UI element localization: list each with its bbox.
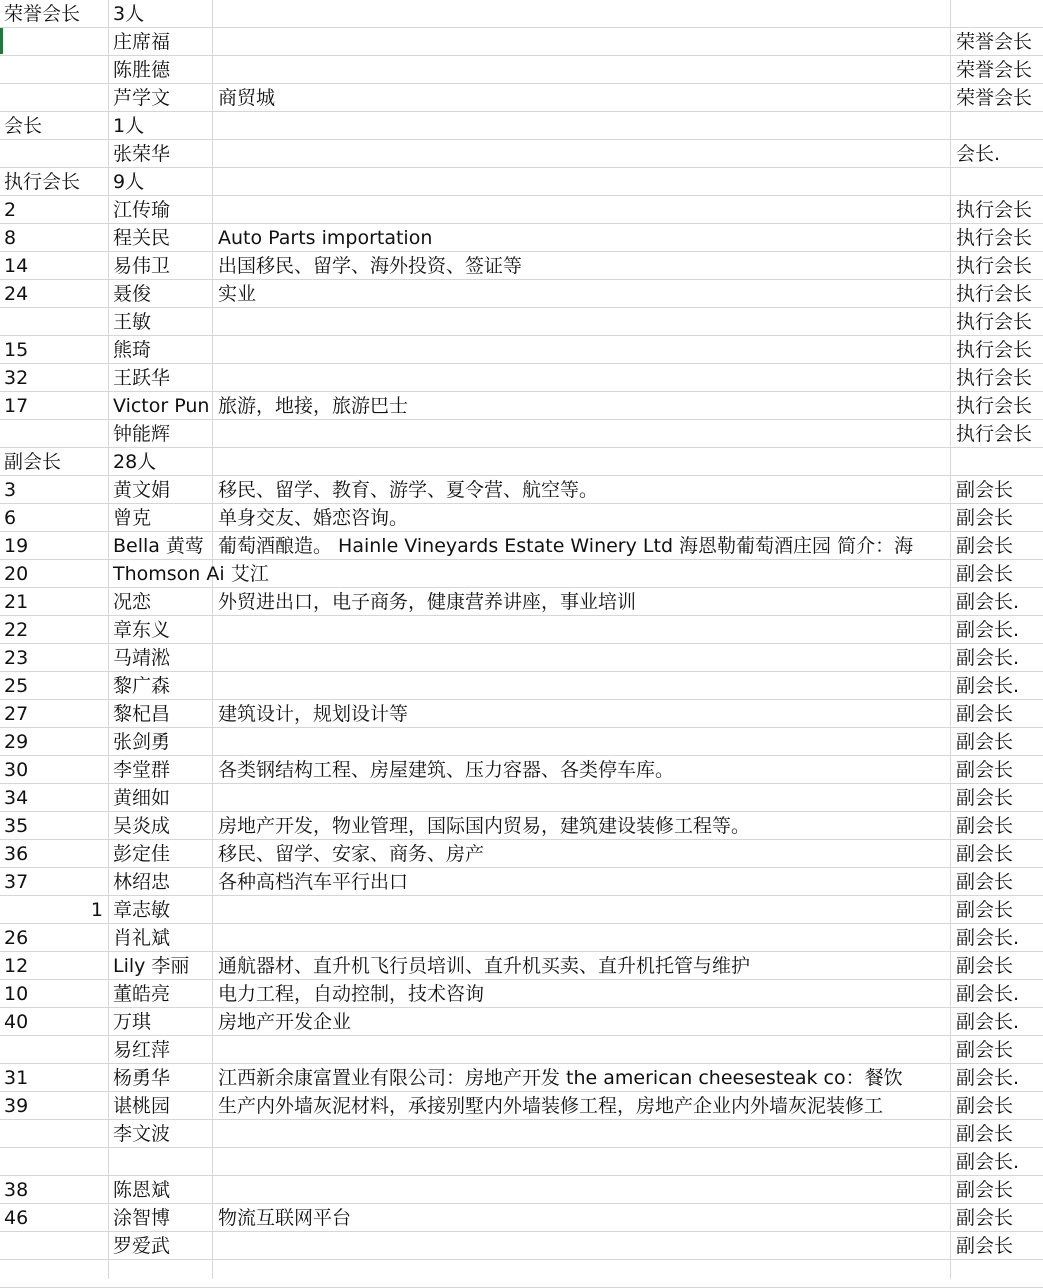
cell-id[interactable]: 46 (4, 1207, 29, 1229)
cell-title[interactable]: 副会长. (956, 619, 1020, 641)
table-row (0, 1036, 1043, 1064)
cell-id[interactable]: 34 (4, 787, 29, 809)
cell-business[interactable] (218, 364, 952, 392)
table-row (0, 448, 1043, 476)
cell-title[interactable]: 副会长 (956, 479, 1014, 501)
cell-business[interactable] (218, 336, 952, 364)
cell-id[interactable] (4, 308, 107, 336)
cell-name[interactable]: 肖礼斌 (113, 927, 171, 949)
cell-title[interactable]: 副会长 (956, 1123, 1014, 1145)
cell-id[interactable]: 副会长 (4, 451, 62, 473)
cell-business[interactable]: 单身交友、婚恋咨询。 (218, 507, 409, 529)
cell-business[interactable]: 物流互联网平台 (218, 1207, 352, 1229)
cell-id[interactable]: 37 (4, 871, 29, 893)
cell-id[interactable]: 22 (4, 619, 29, 641)
cell-name[interactable]: 林绍忠 (113, 871, 171, 893)
cell-business[interactable]: 移民、留学、安家、商务、房产 (218, 843, 485, 865)
cell-title[interactable]: 会长. (956, 143, 1001, 165)
cell-title[interactable]: 副会长 (956, 899, 1014, 921)
cell-id[interactable]: 25 (4, 675, 29, 697)
table-row (0, 56, 1043, 84)
cell-id[interactable] (4, 56, 107, 84)
cell-business[interactable]: 生产内外墙灰泥材料，承接别墅内外墙装修工程，房地产企业内外墙灰泥装修工 (218, 1095, 884, 1117)
cell-id[interactable]: 执行会长 (4, 171, 81, 193)
cell-business[interactable] (218, 56, 952, 84)
cell-id[interactable]: 40 (4, 1011, 29, 1033)
cell-name[interactable]: 万琪 (113, 1011, 152, 1033)
cell-name[interactable]: 曾克 (113, 507, 152, 529)
cell-business[interactable] (218, 1120, 952, 1148)
table-row (0, 336, 1043, 364)
cell-name[interactable]: 彭定佳 (113, 843, 171, 865)
cell-title[interactable]: 执行会长 (956, 227, 1033, 249)
cell-name[interactable]: 钟能辉 (113, 423, 171, 445)
cell-name[interactable]: 芦学文 (113, 87, 171, 109)
cell-id[interactable]: 8 (4, 227, 17, 249)
cell-business[interactable] (218, 140, 952, 168)
cell-title[interactable] (956, 1260, 1043, 1288)
cell-title[interactable]: 副会长. (956, 927, 1020, 949)
table-row (0, 980, 1043, 1008)
table-row (0, 672, 1043, 700)
cell-title[interactable]: 荣誉会长 (956, 87, 1033, 109)
cell-business[interactable] (218, 896, 952, 924)
cell-name[interactable]: 程关民 (113, 227, 171, 249)
cell-business[interactable]: 外贸进出口，电子商务，健康营养讲座，事业培训 (218, 591, 637, 613)
cell-id[interactable]: 3 (4, 479, 17, 501)
cell-business[interactable] (218, 728, 952, 756)
cell-id[interactable] (4, 84, 107, 112)
cell-id[interactable] (4, 1036, 107, 1064)
cell-id[interactable]: 30 (4, 759, 29, 781)
cell-id[interactable]: 31 (4, 1067, 29, 1089)
cell-title[interactable] (956, 112, 1043, 140)
cell-business[interactable] (218, 1148, 952, 1176)
table-row (0, 728, 1043, 756)
cell-title[interactable]: 荣誉会长 (956, 31, 1033, 53)
cell-title[interactable]: 副会长 (956, 759, 1014, 781)
cell-title[interactable]: 副会长 (956, 1039, 1014, 1061)
cell-id[interactable]: 38 (4, 1179, 29, 1201)
cell-id[interactable]: 17 (4, 395, 29, 417)
cell-business[interactable]: 旅游，地接，旅游巴士 (218, 395, 409, 417)
table-row (0, 1008, 1043, 1036)
cell-title[interactable]: 副会长 (956, 1235, 1014, 1257)
cell-id[interactable]: 24 (4, 283, 29, 305)
table-row (0, 112, 1043, 140)
cell-business[interactable]: 各类钢结构工程、房屋建筑、压力容器、各类停车库。 (218, 759, 675, 781)
cell-business[interactable] (218, 1176, 952, 1204)
cell-name[interactable]: Victor Pun (113, 395, 210, 417)
cell-name[interactable]: 聂俊 (113, 283, 152, 305)
cell-title[interactable] (956, 448, 1043, 476)
cell-title[interactable]: 副会长. (956, 1151, 1020, 1173)
cell-name[interactable]: 易红萍 (113, 1039, 171, 1061)
table-row (0, 224, 1043, 252)
cell-name[interactable]: 易伟卫 (113, 255, 171, 277)
cell-business[interactable] (218, 308, 952, 336)
cell-title[interactable] (956, 0, 1043, 28)
cell-title[interactable]: 执行会长 (956, 311, 1033, 333)
table-row (0, 1120, 1043, 1148)
cell-business[interactable]: 葡萄酒酿造。 Hainle Vineyards Estate Winery Ltd 海恩勒葡萄酒庄园 简介：海 (218, 535, 914, 557)
cell-title[interactable]: 执行会长 (956, 395, 1033, 417)
cell-id[interactable]: 39 (4, 1095, 29, 1117)
cell-name[interactable]: 28人 (113, 451, 157, 473)
cell-title[interactable]: 执行会长 (956, 339, 1033, 361)
table-row (0, 952, 1043, 980)
cell-name[interactable]: 张荣华 (113, 143, 171, 165)
table-row (0, 420, 1043, 448)
cell-name[interactable]: 王跃华 (113, 367, 171, 389)
cell-title[interactable]: 执行会长 (956, 423, 1033, 445)
cell-business[interactable] (218, 448, 952, 476)
cell-name[interactable]: 马靖淞 (113, 647, 171, 669)
cell-title[interactable]: 副会长 (956, 731, 1014, 753)
table-row (0, 392, 1043, 420)
cell-business[interactable] (218, 168, 952, 196)
cell-title[interactable]: 副会长 (956, 535, 1014, 557)
table-row (0, 364, 1043, 392)
cell-business[interactable] (218, 420, 952, 448)
cell-title[interactable]: 执行会长 (956, 283, 1033, 305)
cell-id[interactable]: 35 (4, 815, 29, 837)
cell-name[interactable]: 江传瑜 (113, 199, 171, 221)
cell-title[interactable]: 副会长. (956, 647, 1020, 669)
cell-title[interactable]: 副会长. (956, 1067, 1020, 1089)
cell-name[interactable]: 陈恩斌 (113, 1179, 171, 1201)
cell-name[interactable]: 陈胜德 (113, 59, 171, 81)
cell-id[interactable]: 36 (4, 843, 29, 865)
cell-name[interactable]: 涂智博 (113, 1207, 171, 1229)
table-row (0, 840, 1043, 868)
table-row (0, 476, 1043, 504)
cell-id[interactable]: 1 (90, 899, 103, 921)
cell-business[interactable] (218, 28, 952, 56)
table-row (0, 756, 1043, 784)
cell-title[interactable]: 副会长 (956, 1095, 1014, 1117)
cell-business[interactable]: 房地产开发，物业管理，国际国内贸易，建筑建设装修工程等。 (218, 815, 751, 837)
cell-name[interactable]: 黎广森 (113, 675, 171, 697)
cell-name[interactable]: 章东义 (113, 619, 171, 641)
cell-id[interactable]: 会长 (4, 115, 43, 137)
cell-business[interactable] (218, 672, 952, 700)
cell-title[interactable] (956, 168, 1043, 196)
cell-id[interactable] (4, 1260, 107, 1288)
cell-name[interactable]: 王敏 (113, 311, 152, 333)
table-row (0, 812, 1043, 840)
cell-name[interactable]: 况恋 (113, 591, 152, 613)
table-row (0, 784, 1043, 812)
cell-name[interactable]: 黎杞昌 (113, 703, 171, 725)
cell-title[interactable]: 执行会长 (956, 367, 1033, 389)
cell-name[interactable]: 吴炎成 (113, 815, 171, 837)
cell-name[interactable]: 庄席福 (113, 31, 171, 53)
cell-business[interactable] (218, 616, 952, 644)
cell-business[interactable]: 实业 (218, 283, 257, 305)
cell-name[interactable]: 张剑勇 (113, 731, 171, 753)
table-row (0, 1176, 1043, 1204)
cell-id[interactable] (4, 1120, 107, 1148)
cell-name[interactable]: 章志敏 (113, 899, 171, 921)
cell-business[interactable]: 商贸城 (218, 87, 276, 109)
cell-title[interactable]: 副会长 (956, 871, 1014, 893)
cell-name[interactable]: 3人 (113, 3, 145, 25)
cell-id[interactable]: 21 (4, 591, 29, 613)
cell-business[interactable] (218, 924, 952, 952)
cell-title[interactable]: 副会长 (956, 563, 1014, 585)
cell-id[interactable] (4, 1148, 107, 1176)
cell-title[interactable]: 副会长 (956, 1179, 1014, 1201)
cell-title[interactable]: 副会长 (956, 703, 1014, 725)
table-row (0, 1260, 1043, 1288)
cell-title[interactable]: 副会长 (956, 1207, 1014, 1229)
cell-business[interactable] (218, 644, 952, 672)
table-row (0, 1092, 1043, 1120)
table-row (0, 896, 1043, 924)
table-row (0, 560, 1043, 588)
cell-name[interactable]: 李堂群 (113, 759, 171, 781)
cell-id[interactable]: 10 (4, 983, 29, 1005)
cell-title[interactable]: 荣誉会长 (956, 59, 1033, 81)
table-row (0, 532, 1043, 560)
table-row (0, 924, 1043, 952)
table-row (0, 1204, 1043, 1232)
cell-id[interactable]: 12 (4, 955, 29, 977)
cell-business[interactable] (218, 1260, 952, 1288)
cell-name[interactable] (113, 1260, 210, 1288)
cell-name[interactable]: 1人 (113, 115, 145, 137)
table-row (0, 588, 1043, 616)
cell-title[interactable]: 副会长 (956, 787, 1014, 809)
cell-title[interactable]: 副会长 (956, 843, 1014, 865)
cell-business[interactable] (218, 0, 952, 28)
cell-title[interactable]: 副会长. (956, 983, 1020, 1005)
cell-business[interactable]: 电力工程，自动控制，技术咨询 (218, 983, 485, 1005)
cell-id[interactable]: 19 (4, 535, 29, 557)
cell-name[interactable]: 黄文娟 (113, 479, 171, 501)
cell-title[interactable]: 副会长. (956, 675, 1020, 697)
table-row (0, 308, 1043, 336)
table-row (0, 1148, 1043, 1176)
table-row (0, 1232, 1043, 1260)
table-row (0, 140, 1043, 168)
table-row (0, 616, 1043, 644)
cell-id[interactable]: 29 (4, 731, 29, 753)
cell-name[interactable]: Thomson Ai 艾江 (113, 563, 269, 585)
cell-business[interactable] (218, 1036, 952, 1064)
table-row (0, 644, 1043, 672)
cell-business[interactable]: 出国移民、留学、海外投资、签证等 (218, 255, 523, 277)
table-row (0, 196, 1043, 224)
cell-business[interactable]: 江西新余康富置业有限公司：房地产开发 the american cheesesteak co：餐饮 (218, 1067, 903, 1089)
cell-id[interactable] (4, 140, 107, 168)
cell-id[interactable]: 27 (4, 703, 29, 725)
cell-title[interactable]: 副会长. (956, 591, 1020, 613)
cell-id[interactable]: 14 (4, 255, 29, 277)
table-row (0, 168, 1043, 196)
cell-title[interactable]: 副会长 (956, 955, 1014, 977)
cell-title[interactable]: 执行会长 (956, 255, 1033, 277)
table-row (0, 280, 1043, 308)
table-row (0, 700, 1043, 728)
cell-name[interactable]: 黄细如 (113, 787, 171, 809)
cell-business[interactable] (218, 560, 952, 588)
cell-name[interactable]: Lily 李丽 (113, 955, 190, 977)
cell-id[interactable] (4, 28, 107, 56)
cell-business[interactable] (218, 112, 952, 140)
cell-name[interactable]: 罗爱武 (113, 1235, 171, 1257)
cell-business[interactable]: Auto Parts importation (218, 227, 433, 249)
cell-id[interactable]: 23 (4, 647, 29, 669)
cell-name[interactable]: 9人 (113, 171, 145, 193)
cell-business[interactable]: 各种高档汽车平行出口 (218, 871, 409, 893)
cell-business[interactable]: 房地产开发企业 (218, 1011, 352, 1033)
table-row (0, 252, 1043, 280)
table-row (0, 28, 1043, 56)
cell-title[interactable]: 副会长. (956, 1011, 1020, 1033)
cell-business[interactable] (218, 1232, 952, 1260)
cell-id[interactable]: 32 (4, 367, 29, 389)
cell-name[interactable] (113, 1148, 210, 1176)
cell-business[interactable]: 移民、留学、教育、游学、夏令营、航空等。 (218, 479, 599, 501)
cell-id[interactable]: 20 (4, 563, 29, 585)
table-row (0, 1064, 1043, 1092)
cell-id[interactable] (4, 1232, 107, 1260)
cell-id[interactable]: 26 (4, 927, 29, 949)
cell-id[interactable]: 6 (4, 507, 17, 529)
cell-name[interactable]: 谌桃园 (113, 1095, 171, 1117)
cell-id[interactable] (4, 420, 107, 448)
cell-business[interactable] (218, 196, 952, 224)
cell-id[interactable]: 荣誉会长 (4, 3, 81, 25)
cell-title[interactable]: 执行会长 (956, 199, 1033, 221)
table-row (0, 868, 1043, 896)
cell-business[interactable]: 通航器材、直升机飞行员培训、直升机买卖、直升机托管与维护 (218, 955, 751, 977)
cell-title[interactable]: 副会长 (956, 507, 1014, 529)
cell-business[interactable]: 建筑设计，规划设计等 (218, 703, 409, 725)
table-row (0, 504, 1043, 532)
cell-business[interactable] (218, 784, 952, 812)
cell-name[interactable]: 熊琦 (113, 339, 152, 361)
table-row (0, 84, 1043, 112)
cell-title[interactable]: 副会长 (956, 815, 1014, 837)
cell-name[interactable]: Bella 黄莺 (113, 535, 204, 557)
cell-name[interactable]: 杨勇华 (113, 1067, 171, 1089)
cell-name[interactable]: 李文波 (113, 1123, 171, 1145)
cell-id[interactable]: 15 (4, 339, 29, 361)
table-row (0, 0, 1043, 28)
cell-name[interactable]: 董皓亮 (113, 983, 171, 1005)
cell-id[interactable]: 2 (4, 199, 17, 221)
